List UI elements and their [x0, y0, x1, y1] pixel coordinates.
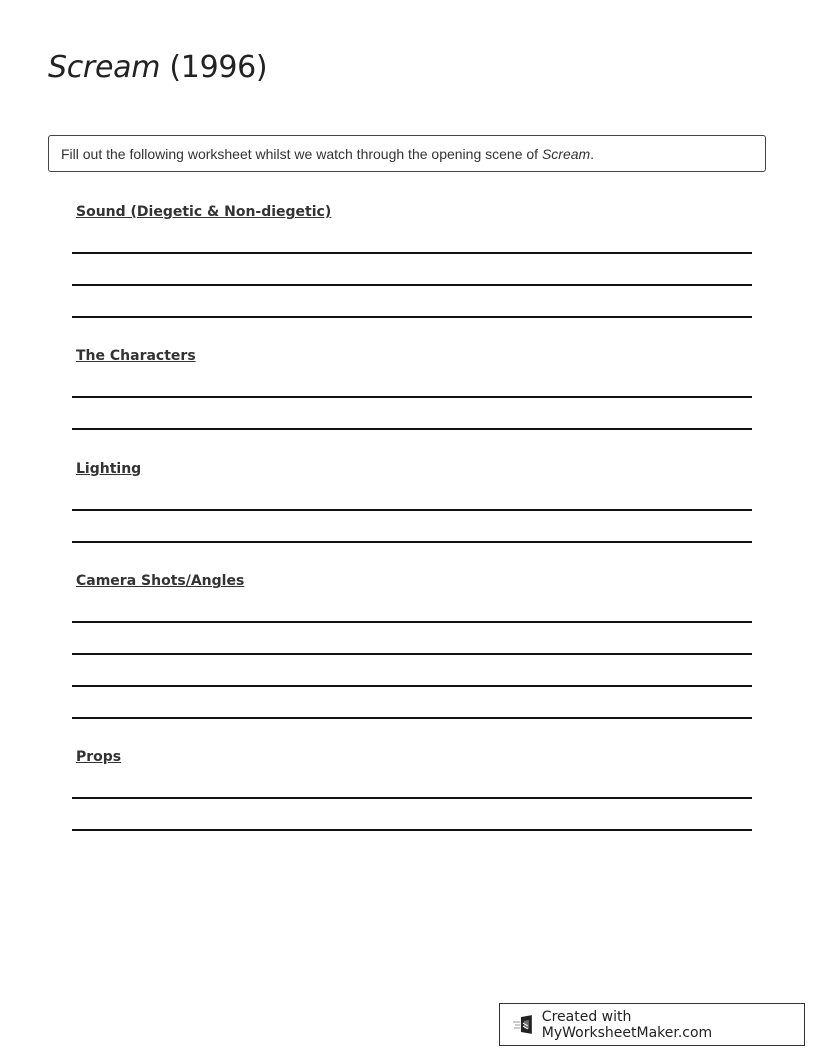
- answer-line[interactable]: [72, 396, 752, 398]
- worksheet-title: [48, 50, 267, 85]
- answer-line[interactable]: [72, 284, 752, 286]
- answer-line[interactable]: [72, 509, 752, 511]
- section-heading-sound: Sound (Diegetic & Non-diegetic): [76, 204, 332, 220]
- answer-line[interactable]: [72, 797, 752, 799]
- title-year: (1996): [160, 50, 268, 85]
- answer-line[interactable]: [72, 829, 752, 831]
- section-heading-characters: The Characters: [76, 348, 196, 364]
- section-heading-camera: Camera Shots/Angles: [76, 573, 245, 589]
- answer-line[interactable]: [72, 541, 752, 543]
- instructions-box: [48, 135, 766, 172]
- answer-line[interactable]: [72, 685, 752, 687]
- answer-line[interactable]: [72, 653, 752, 655]
- section-heading-props: Props: [76, 749, 122, 765]
- answer-line[interactable]: [72, 428, 752, 430]
- answer-line[interactable]: [72, 621, 752, 623]
- answer-line[interactable]: [72, 252, 752, 254]
- title-film-name: Scream: [48, 50, 161, 85]
- instructions-period: .: [590, 146, 595, 162]
- footer-label: Created with MyWorksheetMaker.com: [541, 1008, 713, 1041]
- footer-badge[interactable]: [499, 1003, 805, 1046]
- instructions-text: Fill out the following worksheet whilst we watch through the opening scene of: [61, 146, 542, 162]
- answer-line[interactable]: [72, 316, 752, 318]
- answer-line[interactable]: [72, 717, 752, 719]
- worksheet-logo-icon: [512, 1014, 536, 1036]
- section-heading-lighting: Lighting: [76, 461, 142, 477]
- instructions-film-name: Scream: [541, 146, 591, 162]
